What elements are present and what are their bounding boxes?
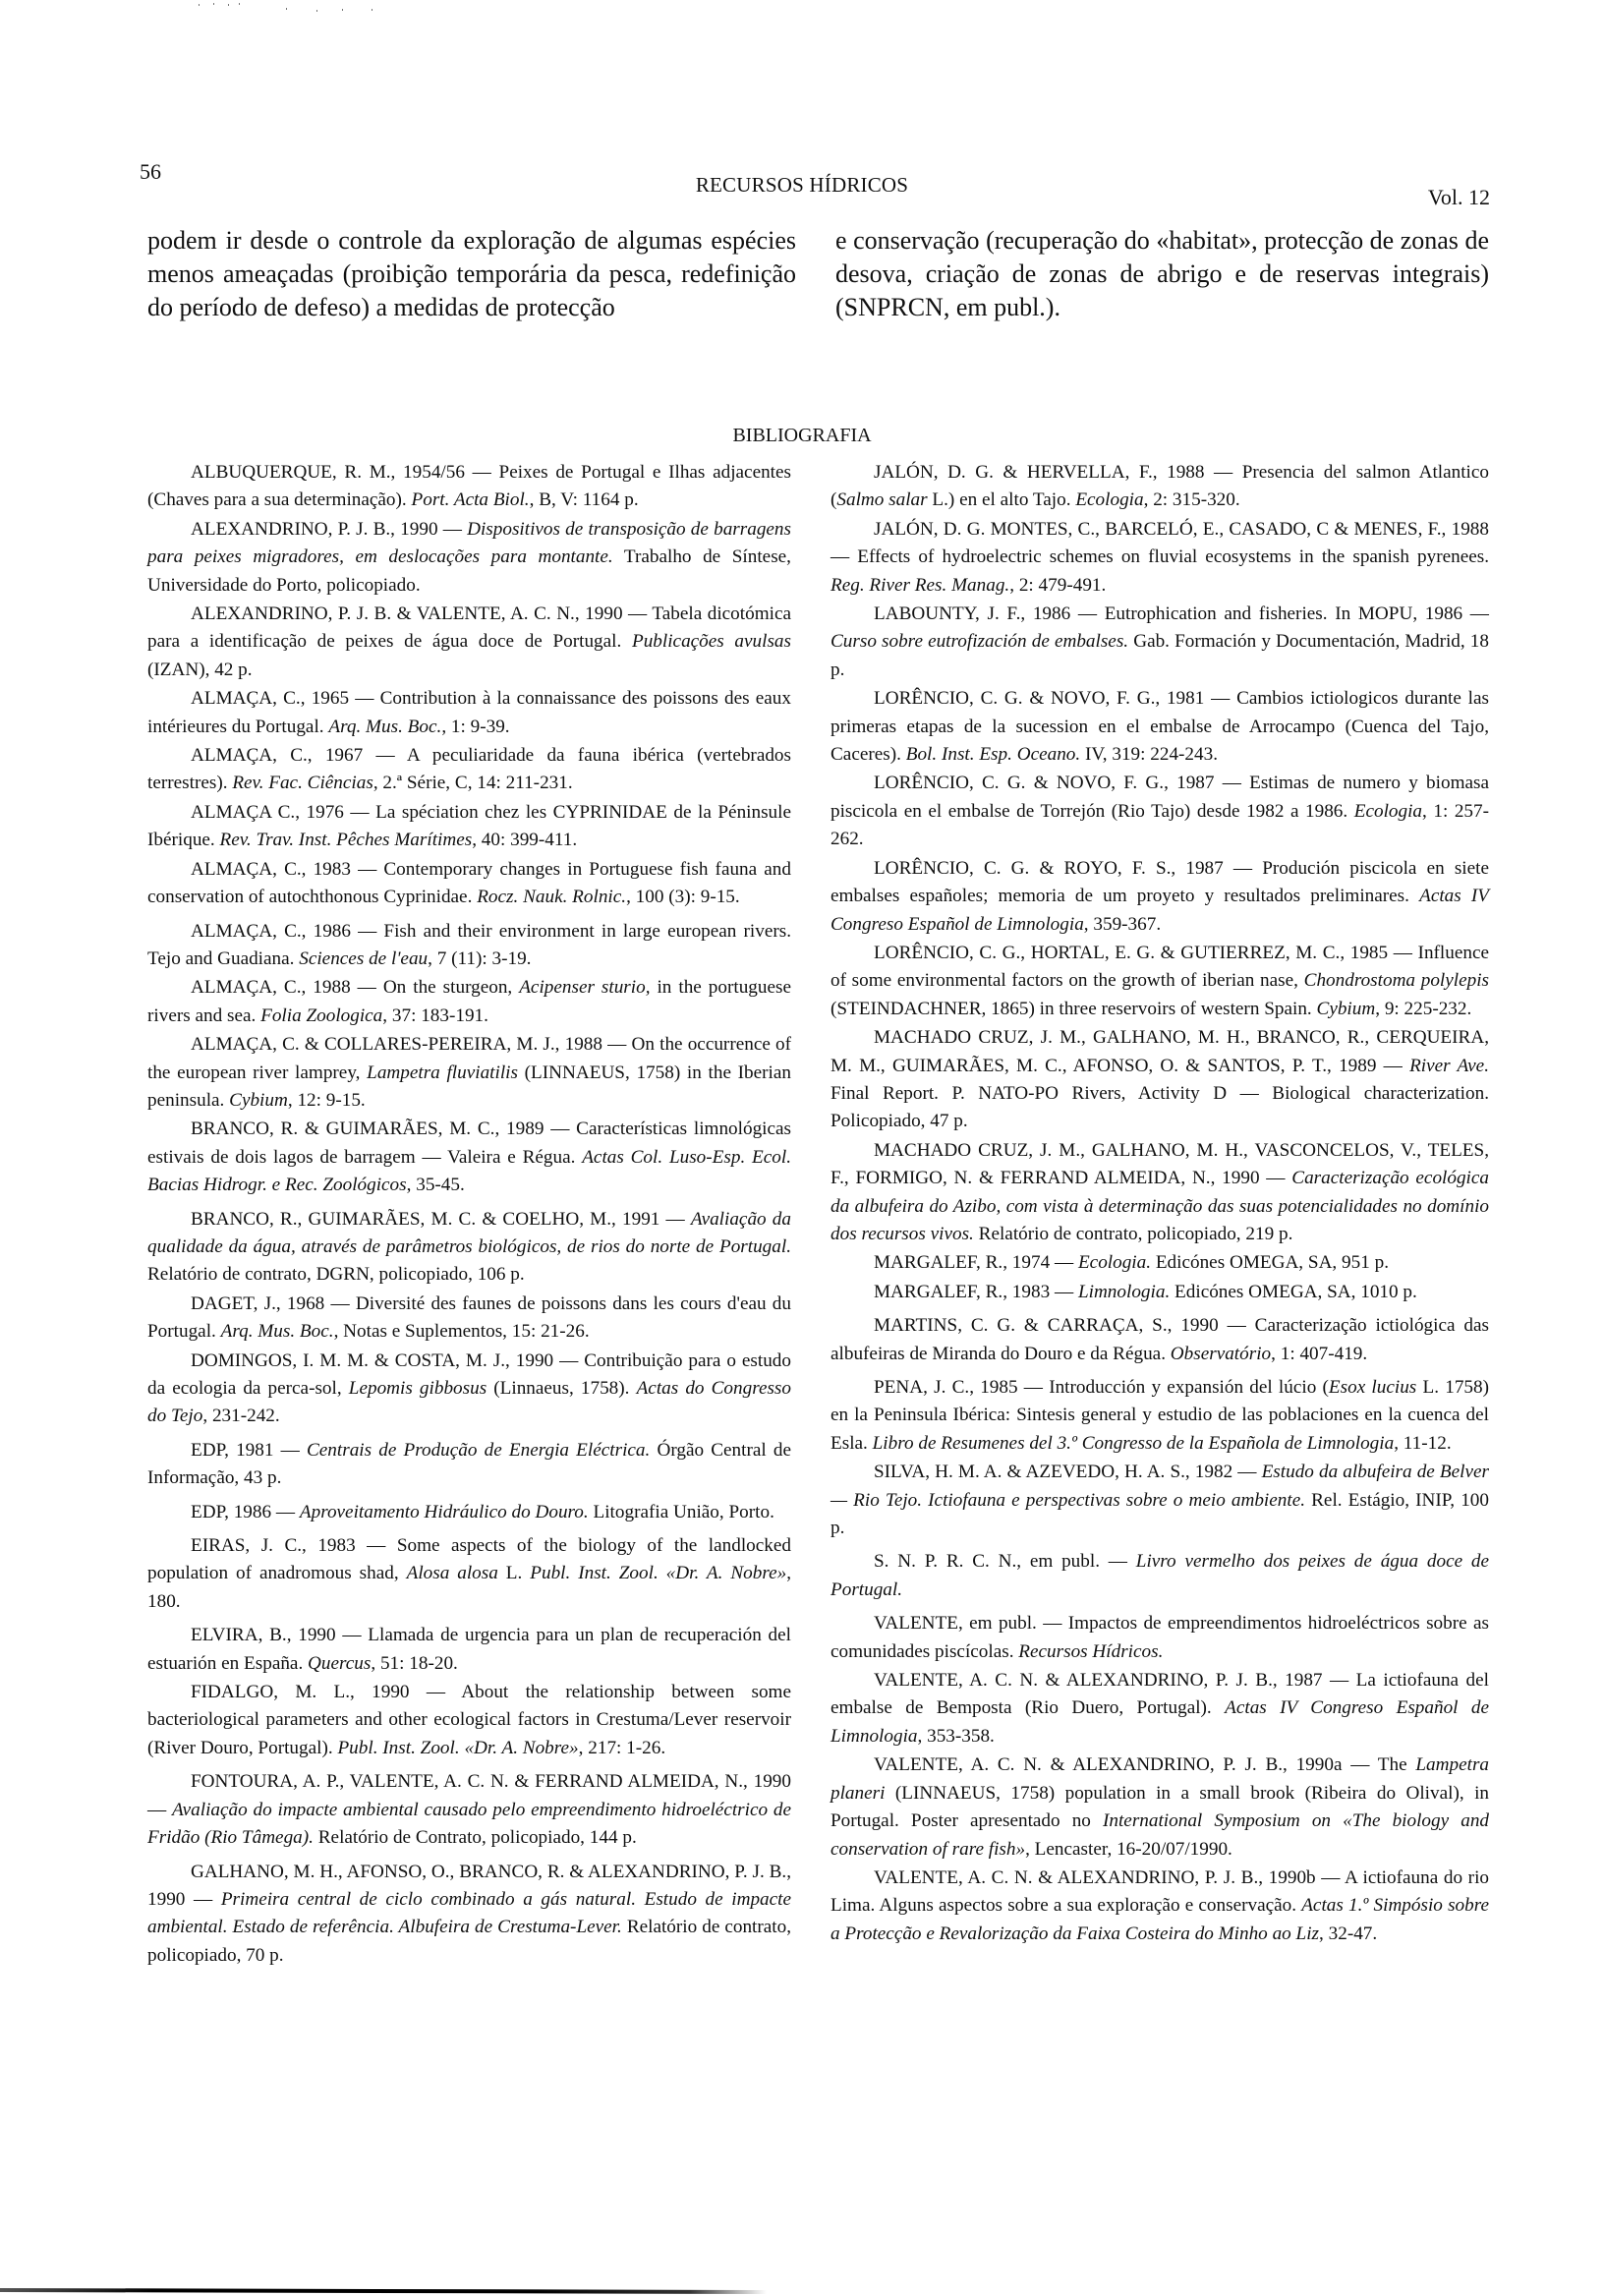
scan-speck xyxy=(342,9,343,11)
reference-text: BRANCO, R., GUIMARÃES, M. C. & COELHO, M., 1991 — xyxy=(191,1208,691,1230)
reference-entry xyxy=(831,685,1489,769)
reference-text: L. xyxy=(497,1563,531,1584)
reference-text: SILVA, H. M. A. & AZEVEDO, H. A. S., 1982 — xyxy=(874,1462,1262,1483)
references-left-column xyxy=(147,459,791,1971)
reference-italic-text: Avaliação da qualidade da água, através de parâmetros biológicos, de rios do norte de Portugal. xyxy=(147,1208,791,1257)
page-number: 56 xyxy=(140,159,161,184)
reference-entry xyxy=(147,1679,791,1762)
reference-text: EDP, 1981 — xyxy=(191,1439,307,1461)
reference-italic-text: Publ. Inst. Zool. «Dr. A. Nobre» xyxy=(530,1563,787,1584)
reference-entry xyxy=(147,1768,791,1852)
reference-text: (LINNAEUS, 1758) population in a small brook (Ribeira do Olival), in Portugal. Poster apresentado no xyxy=(831,1782,1489,1832)
reference-entry xyxy=(831,1249,1489,1277)
reference-text: Relatório de Contrato, policopiado, 144 p. xyxy=(313,1827,637,1849)
reference-text: VALENTE, A. C. N. & ALEXANDRINO, P. J. B., 1990a — The xyxy=(874,1754,1416,1776)
reference-text: VALENTE, A. C. N. & ALEXANDRINO, P. J. B., 1987 — La ictiofauna del embalse de Bemposta (Rio Duero, Portugal). xyxy=(831,1670,1489,1719)
scan-speck xyxy=(239,3,240,5)
reference-text: LABOUNTY, J. F., 1986 — Eutrophication and fisheries. In MOPU, 1986 — xyxy=(874,603,1489,625)
reference-text: , 353-358. xyxy=(917,1725,995,1747)
reference-entry xyxy=(831,1459,1489,1542)
reference-text: , 40: 399-411. xyxy=(472,830,578,851)
reference-text: LORÊNCIO, C. G., HORTAL, E. G. & GUTIERREZ, M. C., 1985 — Influence of some environmental factors on the growth of iberian nase, xyxy=(831,942,1489,992)
reference-entry xyxy=(147,1532,791,1616)
reference-text: VALENTE, em publ. — Impactos de empreendimentos hidroeléctricos sobre as comunidades piscícolas. xyxy=(831,1613,1489,1662)
reference-italic-text: Chondrostoma polylepis xyxy=(1303,970,1489,992)
reference-text: , Lencaster, 16-20/07/1990. xyxy=(1025,1838,1232,1860)
reference-italic-text: Curso sobre eutrofización de embalses. xyxy=(831,631,1129,653)
reference-italic-text: Arq. Mus. Boc. xyxy=(328,716,442,737)
scan-speck xyxy=(316,10,317,12)
reference-italic-text: Primeira central de ciclo combinado a gás natural. Estudo de impacte ambiental. Estado de referência. Albufeira de Crestuma-Lever. xyxy=(147,1888,792,1938)
reference-italic-text: Esox lucius xyxy=(1328,1377,1417,1398)
reference-italic-text: Rocz. Nauk. Rolnic. xyxy=(477,887,627,908)
reference-entry xyxy=(147,601,791,684)
reference-italic-text: Lepomis gibbosus xyxy=(348,1378,487,1399)
scan-speck xyxy=(286,8,287,10)
reference-italic-text: Ecologia. xyxy=(1077,1252,1152,1274)
reference-italic-text: Folia Zoologica xyxy=(260,1004,383,1026)
reference-text: , 217: 1-26. xyxy=(578,1737,666,1758)
reference-text: Trabalho de Síntese, Universidade do Porto, policopiado. xyxy=(147,546,791,596)
reference-text: (LINNAEUS, 1758) in the Iberian peninsula. xyxy=(147,1062,791,1111)
reference-text: LORÊNCIO, C. G. & NOVO, F. G., 1987 — Estimas de numero y biomasa piscicola en el embalse de Torrejón (Rio Tajo) desde 1982 a 1986. xyxy=(831,773,1489,822)
reference-italic-text: Limnologia. xyxy=(1077,1281,1171,1302)
reference-entry xyxy=(831,1610,1489,1666)
reference-italic-text: Quercus xyxy=(308,1652,372,1674)
reference-italic-text: International Symposium on «The biology and conservation of rare fish» xyxy=(831,1810,1490,1860)
reference-text: , 11-12. xyxy=(1394,1432,1452,1454)
reference-italic-text: Acipenser sturio, xyxy=(519,977,651,999)
reference-entry xyxy=(147,1206,791,1290)
reference-italic-text: Aproveitamento Hidráulico do Douro. xyxy=(299,1501,589,1522)
reference-text: , B, V: 1164 p. xyxy=(529,489,639,511)
reference-text: , 1: 9-39. xyxy=(441,716,510,737)
reference-entry xyxy=(831,459,1489,515)
reference-text: FONTOURA, A. P., VALENTE, A. C. N. & FERRAND ALMEIDA, N., 1990 — xyxy=(147,1771,791,1820)
reference-text: , 1: 257-262. xyxy=(831,800,1489,850)
reference-text: Órgão Central de Informação, 43 p. xyxy=(147,1439,791,1489)
reference-text: Relatório de contrato, policopiado, 219 p. xyxy=(973,1223,1293,1244)
reference-text: in the portuguese rivers and sea. xyxy=(147,977,791,1026)
reference-text: , 7 (11): 3-19. xyxy=(428,947,532,969)
reference-text: MACHADO CRUZ, J. M., GALHANO, M. H., BRANCO, R., CERQUEIRA, M. M., GUIMARÃES, M. C., AFONSO, O. & SANTOS, P. T., 1989 — xyxy=(831,1027,1489,1076)
reference-entry xyxy=(831,1312,1489,1368)
reference-text: , 2.ª Série, C, 14: 211-231. xyxy=(372,773,573,794)
reference-text: , 9: 225-232. xyxy=(1375,998,1472,1019)
reference-italic-text: Alosa alosa xyxy=(406,1563,498,1584)
reference-text: ALMAÇA, C., 1967 — A peculiaridade da fauna ibérica (vertebrados terrestres). xyxy=(147,745,791,794)
reference-entry xyxy=(147,1116,791,1199)
reference-text: ALMAÇA, C., 1983 — Contemporary changes in Portuguese fish fauna and conservation of autochthonous Cyprinidae. xyxy=(147,858,791,908)
reference-entry xyxy=(831,940,1489,1023)
reference-italic-text: Ecologia xyxy=(1075,489,1144,511)
reference-text: ALBUQUERQUE, R. M., 1954/56 — Peixes de Portugal e Ilhas adjacentes (Chaves para a sua determinação). xyxy=(147,462,791,511)
reference-entry xyxy=(147,459,791,515)
reference-italic-text: Recursos Hídricos. xyxy=(1018,1640,1164,1662)
reference-text: MARTINS, C. G. & CARRAÇA, S., 1990 — Caracterização ictiológica das albufeiras de Miranda do Douro e da Régua. xyxy=(831,1315,1489,1364)
reference-text: Relatório de contrato, policopiado, 70 p. xyxy=(147,1917,791,1966)
reference-text: , 12: 9-15. xyxy=(287,1089,366,1111)
reference-text: Edicónes OMEGA, SA, 1010 p. xyxy=(1170,1281,1417,1302)
volume-label: Vol. 12 xyxy=(1427,185,1490,209)
reference-text: FIDALGO, M. L., 1990 — About the relationship between some bacteriological parameters and other ecological factors in Crestuma/Lever reservoir (River Douro, Portugal). xyxy=(147,1682,791,1758)
reference-entry xyxy=(831,1279,1489,1306)
reference-italic-text: Salmo salar xyxy=(836,489,928,511)
reference-italic-text: Reg. River Res. Manag. xyxy=(831,574,1010,596)
reference-italic-text: Lampetra fluviatilis xyxy=(367,1062,518,1083)
reference-italic-text: Centrais de Produção de Energia Eléctrica. xyxy=(306,1439,651,1461)
reference-entry xyxy=(831,1667,1489,1751)
reference-entry xyxy=(147,1499,791,1526)
reference-text: , 2: 315-320. xyxy=(1143,489,1240,511)
reference-text: Gab. Formación y Documentación, Madrid, 18 p. xyxy=(831,631,1489,680)
reference-italic-text: Actas Col. Luso-Esp. Ecol. Bacias Hidrogr. e Rec. Zoológicos xyxy=(147,1146,792,1196)
reference-entry xyxy=(147,742,791,798)
reference-text: (IZAN), 42 p. xyxy=(147,659,253,680)
reference-text: , 35-45. xyxy=(406,1175,465,1196)
reference-text: DAGET, J., 1968 — Diversité des faunes de poissons dans les cours d'eau du Portugal. xyxy=(147,1292,791,1343)
reference-entry xyxy=(831,1548,1489,1604)
reference-text: JALÓN, D. G. MONTES, C., BARCELÓ, E., CASADO, C & MENES, F., 1988 — Effects of hydroelectric schemes on fluvial ecosystems in the spanish pyrenees. xyxy=(831,518,1489,568)
reference-text: , 180. xyxy=(147,1563,791,1612)
reference-text: ALMAÇA, C., 1965 — Contribution à la connaissance des poissons des eaux intérieures du Portugal. xyxy=(147,688,791,737)
references-right-column xyxy=(831,459,1489,1949)
reference-entry xyxy=(831,1751,1489,1864)
reference-italic-text: Actas 1.º Simpósio sobre a Protecção e Revalorização da Faixa Costeira do Minho ao Liz xyxy=(831,1895,1489,1944)
reference-text: VALENTE, A. C. N. & ALEXANDRINO, P. J. B., 1990b — A ictiofauna do rio Lima. Alguns aspectos sobre a sua exploração e conservação. xyxy=(831,1866,1489,1917)
reference-italic-text: Actas IV Congreso Español de Limnologia xyxy=(831,886,1489,935)
scan-speck xyxy=(213,3,214,5)
reference-italic-text: Lampetra planeri xyxy=(831,1754,1489,1804)
reference-text: GALHANO, M. H., AFONSO, O., BRANCO, R. & ALEXANDRINO, P. J. B., 1990 — xyxy=(147,1861,791,1910)
reference-text: ALMAÇA, C., 1986 — Fish and their environment in large european rivers. Tejo and Guadiana. xyxy=(147,920,791,969)
reference-entry xyxy=(147,1622,791,1678)
reference-text: , 100 (3): 9-15. xyxy=(626,887,740,908)
reference-entry xyxy=(147,1859,791,1971)
reference-text: ALEXANDRINO, P. J. B. & VALENTE, A. C. N., 1990 — Tabela dicotómica para a identificação de peixes de água doce de Portugal. xyxy=(147,603,791,653)
reference-text: DOMINGOS, I. M. M. & COSTA, M. J., 1990 — Contribuição para o estudo da ecologia da perca-sol, xyxy=(147,1349,791,1399)
reference-italic-text: Libro de Resumenes del 3.º Congresso de la Española de Limnologia xyxy=(872,1432,1395,1454)
reference-text: ALMAÇA, C. & COLLARES-PEREIRA, M. J., 1988 — On the occurrence of the european river lamprey, xyxy=(147,1034,791,1083)
reference-entry xyxy=(831,1024,1489,1136)
reference-italic-text: Avaliação do impacte ambiental causado pelo empreendimento hidroeléctrico de Fridão (Rio Tâmega). xyxy=(147,1799,791,1849)
reference-text: BRANCO, R. & GUIMARÃES, M. C., 1989 — Características limnológicas estivais de dois lagos de barragem — Valeira e Régua. xyxy=(147,1119,791,1168)
reference-text: , 231-242. xyxy=(202,1406,280,1427)
reference-text: ELVIRA, B., 1990 — Llamada de urgencia para un plan de recuperación del estuarión en España. xyxy=(147,1625,791,1674)
reference-text: ALMAÇA C., 1976 — La spéciation chez les CYPRINIDAE de la Péninsule Ibérique. xyxy=(147,801,791,851)
reference-text: L.) en el alto Tajo. xyxy=(927,489,1076,511)
reference-italic-text: Port. Acta Biol. xyxy=(411,489,530,511)
running-title: RECURSOS HÍDRICOS xyxy=(695,173,909,197)
reference-italic-text: Cybium xyxy=(229,1089,288,1111)
reference-text: ALMAÇA, C., 1988 — On the sturgeon, xyxy=(191,977,520,999)
reference-italic-text: Caracterização ecológica da albufeira do Azibo, com vista à determinação das suas potencialidades no domínio dos recursos vivos. xyxy=(831,1168,1489,1244)
reference-text: MARGALEF, R., 1974 — xyxy=(874,1252,1078,1274)
reference-entry xyxy=(147,1437,791,1493)
reference-entry xyxy=(147,974,791,1030)
reference-text: Edicónes OMEGA, SA, 951 p. xyxy=(1151,1252,1389,1274)
reference-italic-text: Estudo da albufeira de Belver — Rio Tejo. Ictiofauna e perspectivas sobre o meio ambiente. xyxy=(831,1462,1489,1511)
reference-text: ALEXANDRINO, P. J. B., 1990 — xyxy=(191,518,468,540)
reference-text: , 1: 407-419. xyxy=(1271,1343,1368,1364)
reference-text: MACHADO CRUZ, J. M., GALHANO, M. H., VASCONCELOS, V., TELES, F., FORMIGO, N. & FERRAND ALMEIDA, N., 1990 — xyxy=(831,1139,1489,1189)
reference-italic-text: Dispositivos de transposição de barragens para peixes migradores, em deslocações para montante. xyxy=(147,518,791,568)
reference-entry xyxy=(831,1374,1489,1458)
reference-italic-text: Actas do Congresso do Tejo xyxy=(147,1378,791,1427)
reference-text: LORÊNCIO, C. G. & ROYO, F. S., 1987 — Produción piscicola en siete embalses españoles; memoria de um proyeto y resultados preliminares. xyxy=(831,857,1489,907)
scan-speck xyxy=(199,4,200,6)
reference-text: , 32-47. xyxy=(1319,1923,1378,1944)
reference-text: EDP, 1986 — xyxy=(191,1501,300,1522)
reference-entry xyxy=(147,685,791,741)
reference-text: , Notas e Suplementos, 15: 21-26. xyxy=(333,1321,590,1343)
reference-entry xyxy=(147,799,791,855)
reference-text: L. 1758) en la Peninsula Ibérica: Sintesis general y estudio de las poblaciones en la cuenca del Esla. xyxy=(831,1377,1489,1454)
reference-text: , 2: 479-491. xyxy=(1009,574,1107,596)
reference-text: Litografia União, Porto. xyxy=(588,1501,774,1522)
reference-entry xyxy=(147,856,791,912)
reference-text: MARGALEF, R., 1983 — xyxy=(874,1281,1078,1302)
reference-text: PENA, J. C., 1985 — Introducción y expansión del lúcio ( xyxy=(874,1377,1329,1398)
reference-text: Relatório de contrato, DGRN, policopiado, 106 p. xyxy=(147,1264,525,1286)
reference-italic-text: Cybium xyxy=(1316,998,1376,1019)
reference-text: Rel. Estágio, INIP, 100 p. xyxy=(831,1489,1489,1539)
reference-italic-text: Publ. Inst. Zool. «Dr. A. Nobre» xyxy=(337,1737,579,1758)
reference-text: (STEINDACHNER, 1865) in three reservoirs of western Spain. xyxy=(831,998,1317,1019)
reference-italic-text: Ecologia xyxy=(1353,800,1423,822)
reference-italic-text: Bol. Inst. Esp. Oceano. xyxy=(905,744,1081,766)
reference-entry xyxy=(831,1137,1489,1249)
scan-speck xyxy=(228,4,229,6)
reference-italic-text: Arq. Mus. Boc. xyxy=(220,1321,334,1343)
footer-rule xyxy=(0,2288,767,2294)
reference-italic-text: Livro vermelho dos peixes de água doce de Portugal. xyxy=(831,1551,1490,1600)
reference-entry xyxy=(831,770,1489,853)
reference-entry xyxy=(147,1031,791,1115)
reference-entry xyxy=(831,601,1489,684)
reference-text: LORÊNCIO, C. G. & NOVO, F. G., 1981 — Cambios ictiologicos durante las primeras etapas de la sucession en el embalse de Arrocampo (Cuenca del Tajo, Caceres). xyxy=(831,688,1489,766)
reference-text: , 37: 183-191. xyxy=(382,1004,488,1026)
reference-text: JALÓN, D. G. & HERVELLA, F., 1988 — Presencia del salmon Atlantico ( xyxy=(831,462,1489,511)
reference-italic-text: Actas IV Congreso Español de Limnologia xyxy=(831,1697,1489,1747)
intro-paragraph-right: e conservação (recuperação do «habitat», protecção de zonas de desova, criação de zonas de abrigo e de reservas integrais) (SNPRCN, em publ.). xyxy=(835,226,1489,321)
reference-italic-text: Observatório xyxy=(1170,1343,1272,1364)
reference-italic-text: River Ave. xyxy=(1409,1055,1489,1076)
reference-italic-text: Rev. Trav. Inst. Pêches Marítimes xyxy=(219,830,473,851)
reference-italic-text: Rev. Fac. Ciências xyxy=(232,773,373,794)
reference-text: IV, 319: 224-243. xyxy=(1080,744,1219,766)
reference-entry xyxy=(147,918,791,974)
reference-italic-text: Sciences de l'eau xyxy=(299,947,429,969)
reference-entry xyxy=(147,1348,791,1431)
reference-text: EIRAS, J. C., 1983 — Some aspects of the biology of the landlocked population of anadromous shad, xyxy=(147,1535,791,1584)
reference-entry xyxy=(831,516,1489,600)
reference-text: (Linnaeus, 1758). xyxy=(487,1378,637,1399)
reference-italic-text: Publicações avulsas xyxy=(631,631,791,653)
intro-paragraph-left: podem ir desde o controle da exploração de algumas espécies menos ameaçadas (proibição temporária da pesca, redefinição do período de defeso) a medidas de protecção xyxy=(147,226,796,321)
reference-text: , 359-367. xyxy=(1083,913,1162,935)
reference-entry xyxy=(831,1865,1489,1948)
section-title: BIBLIOGRAFIA xyxy=(732,425,872,446)
reference-entry xyxy=(147,516,791,600)
reference-entry xyxy=(831,855,1489,939)
reference-text: Final Report. P. NATO-PO Rivers, Activity D — Biological characterization. Policopiado, 47 p. xyxy=(831,1082,1489,1132)
reference-text: , 51: 18-20. xyxy=(371,1652,458,1674)
reference-entry xyxy=(147,1291,791,1347)
reference-text: S. N. P. R. C. N., em publ. — xyxy=(874,1551,1136,1573)
